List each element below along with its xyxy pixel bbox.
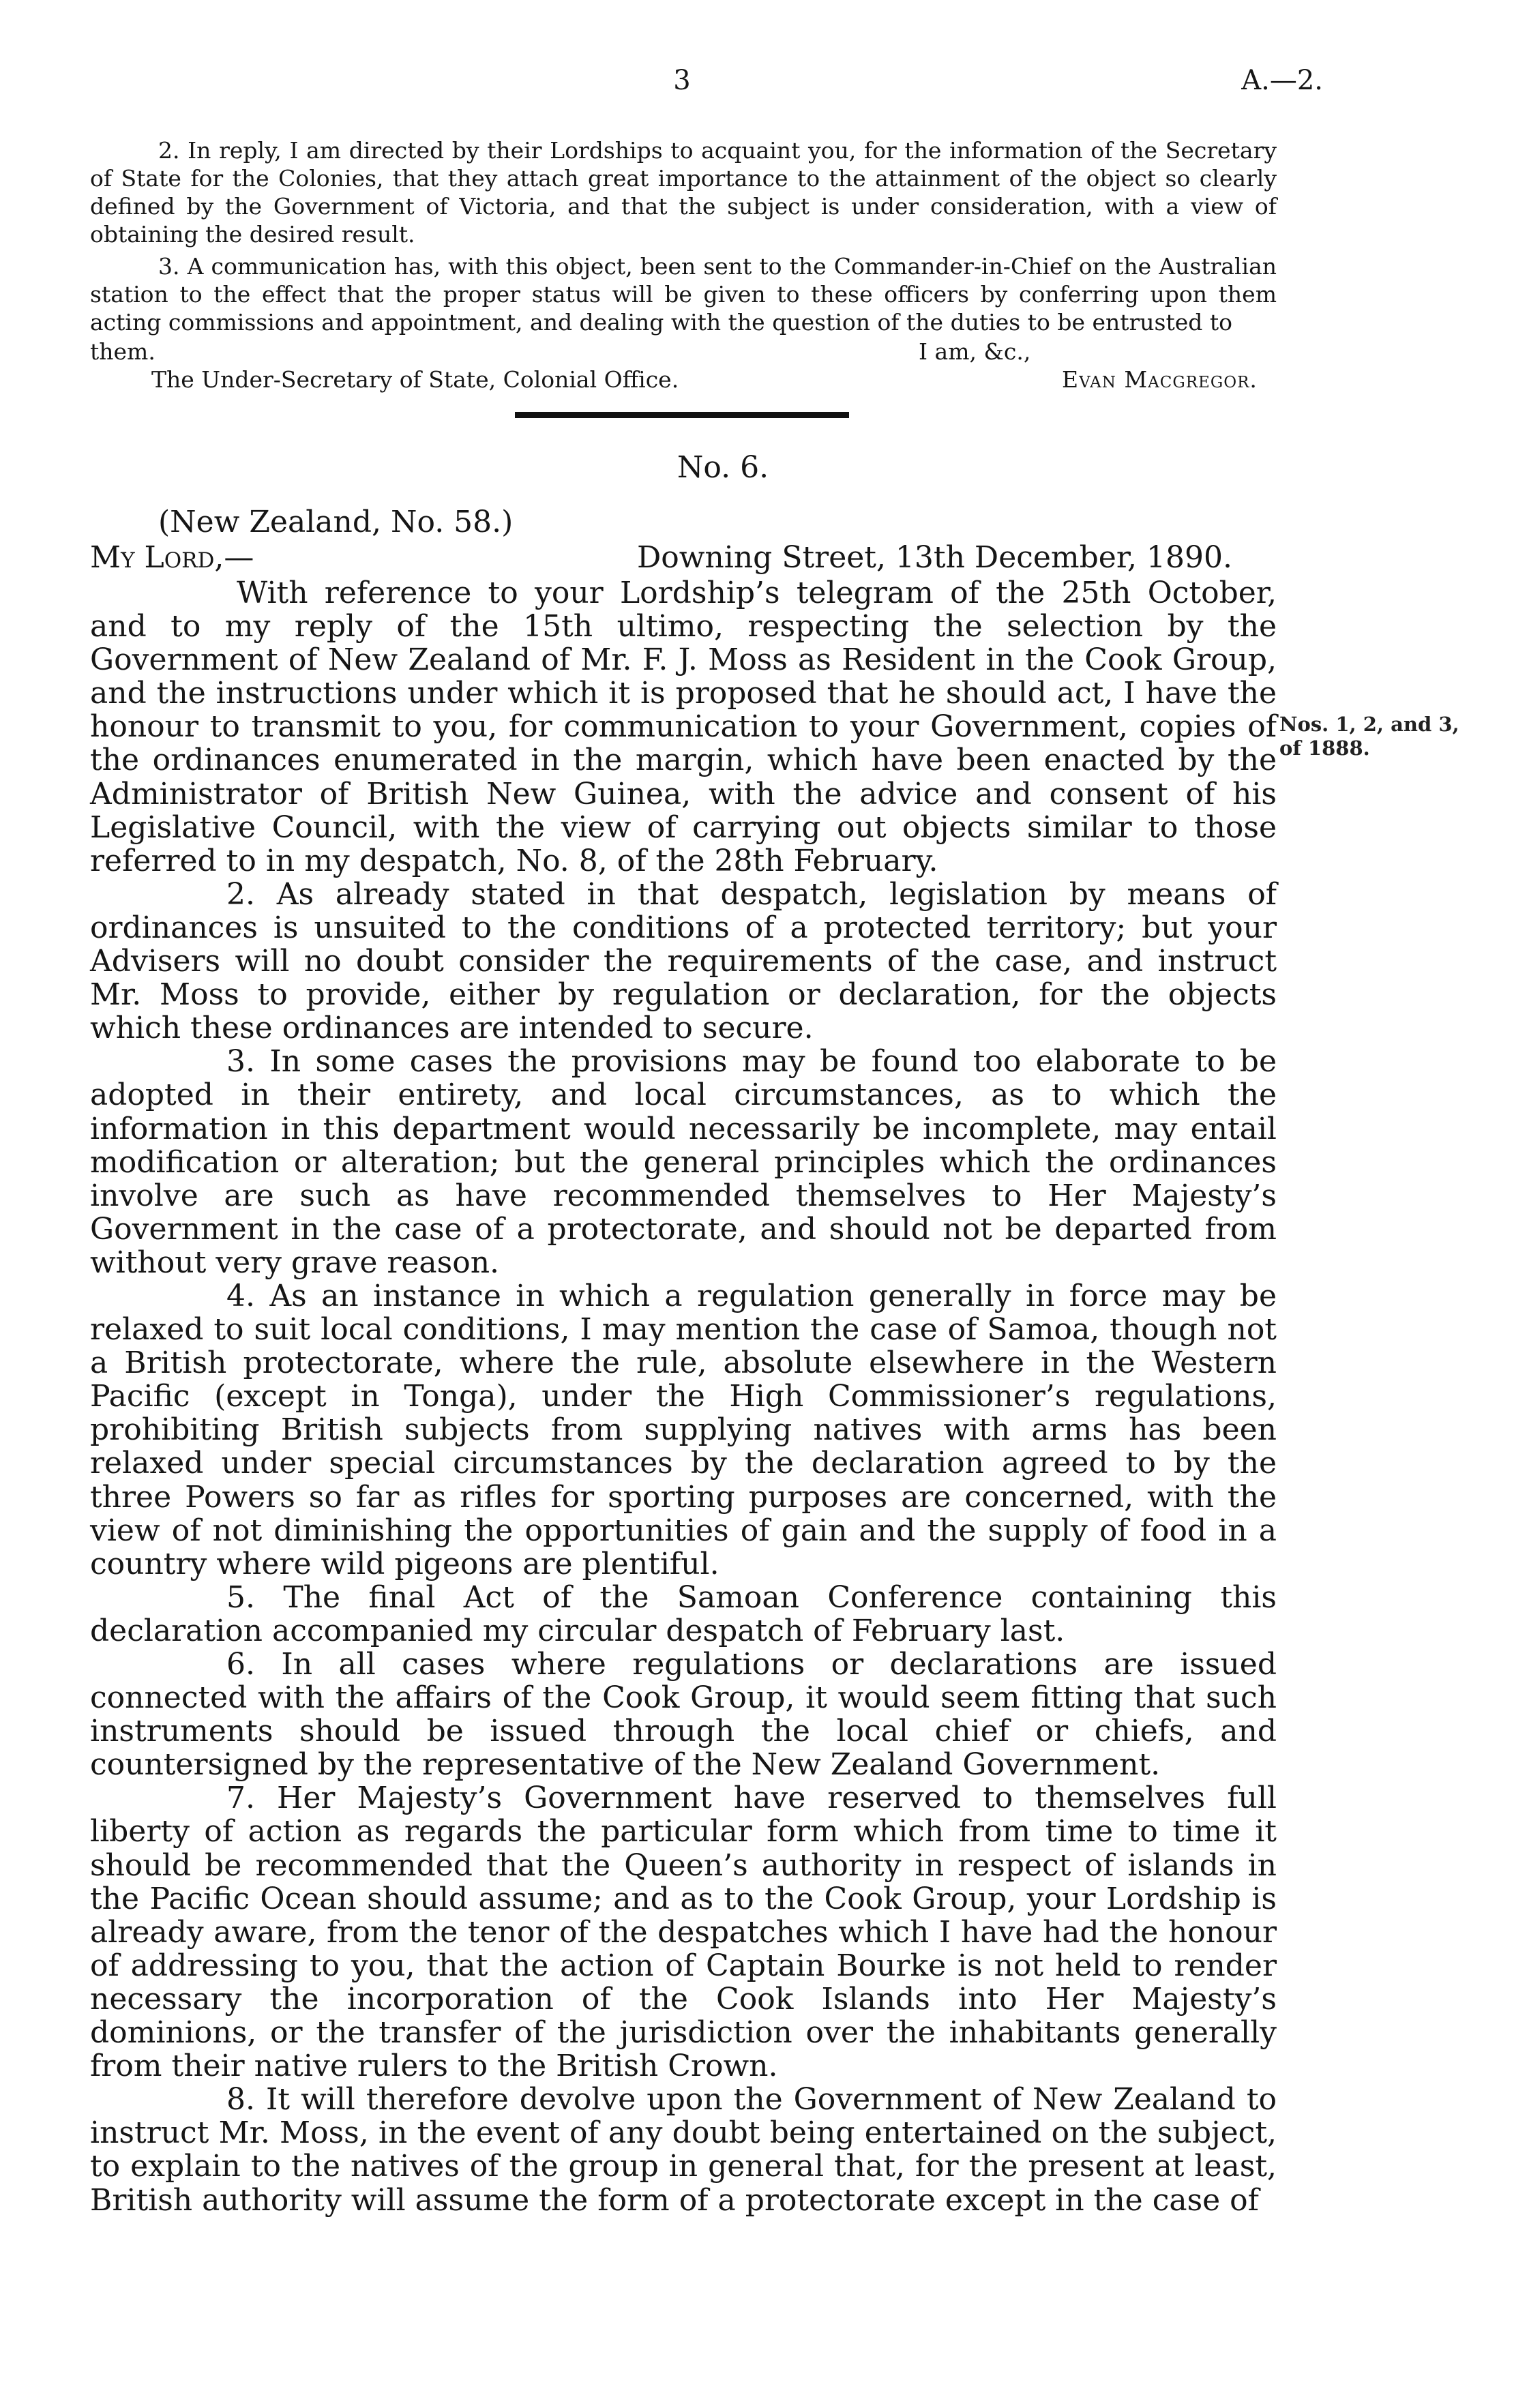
dispatch-reference: (New Zealand, No. 58.): [158, 505, 514, 539]
parliamentary-paper-ref: A.—2.: [1241, 65, 1323, 96]
place-and-date: Downing Street, 13th December, 1890.: [637, 540, 1232, 575]
dispatch-number: No. 6.: [677, 450, 769, 485]
letter-signature: Evan Macgregor.: [1062, 366, 1258, 393]
section-divider: [515, 412, 849, 418]
letter-closing: [90, 338, 1277, 393]
dispatch-paragraph-1: With reference to your Lordship’s telegram of the 25th October, and to my reply of the 15th ultimo, respecting the selection by the Government of New Zealand of Mr. F. J. Moss as Resident in the Cook Group, and the instructions under which it is proposed that he should act, I have the honour to transmit to you, for communication to your Government, copies of the ordinances enumerated in the margin, which have been enacted by the Administrator of British New Guinea, with the advice and consent of his Legislative Council, with the view of carrying out objects similar to those referred to in my despatch, No. 8, of the 28th February.: [90, 576, 1277, 878]
dispatch-paragraph-5: 5. The final Act of the Samoan Conference containing this declaration accompanied my circular despatch of February last.: [90, 1579, 1277, 1648]
letter-last-line: them.: [90, 338, 155, 365]
salutation-row: [90, 540, 1290, 578]
salutation-rest: y Lord,—: [121, 540, 254, 575]
letter-excerpt: [90, 136, 1277, 393]
letter-complimentary-close: I am, &c.,: [919, 338, 1031, 365]
page-header: [0, 65, 1514, 106]
dispatch-body: [90, 576, 1277, 2217]
margin-note: Nos. 1, 2, and 3, of 1888.: [1279, 713, 1459, 760]
dispatch-paragraph-8: 8. It will therefore devolve upon the Government of New Zealand to instruct Mr. Moss, in the event of any doubt being entertained on the subject, to explain to the natives of the group in general that, for the present at least, British authority will assume the form of a protectorate except in the case of: [90, 2082, 1277, 2218]
letter-paragraph-2: 2. In reply, I am directed by their Lordships to acquaint you, for the information of the Secretary of State for the Colonies, that they attach great importance to the attainment of the object so clearly defined by the Government of Victoria, and that the subject is under consideration, with a view of obtaining the desired result.: [90, 137, 1277, 248]
dispatch-paragraph-7: 7. Her Majesty’s Government have reserved to themselves full liberty of action as regards the particular form which from time to time it should be recommended that the Queen’s authority in respect of islands in the Pacific Ocean should assume; and as to the Cook Group, your Lordship is already aware, from the tenor of the despatches which I have had the honour of addressing to you, that the action of Captain Bourke is not held to render necessary the incorporation of the Cook Islands into Her Majesty’s dominions, or the transfer of the jurisdiction over the inhabitants generally from their native rulers to the British Crown.: [90, 1781, 1277, 2084]
page-number: 3: [673, 65, 691, 96]
dispatch-paragraph-6: 6. In all cases where regulations or declarations are issued connected with the affairs of the Cook Group, it would seem fitting that such instruments should be issued through the local chief or chiefs, and countersigned by the representative of the New Zealand Government.: [90, 1647, 1277, 1783]
letter-paragraph-3: 3. A communication has, with this object, been sent to the Commander-in-Chief on the Australian station to the effect that the proper status will be given to these officers by conferring upon them acting commissions and appointment, and dealing with the question of the duties to be entrusted to: [90, 253, 1277, 336]
salutation-initial: M: [90, 540, 121, 575]
dispatch-paragraph-3: 3. In some cases the provisions may be found too elaborate to be adopted in their entirety, and local circumstances, as to which the information in this department would necessarily be incomplete, may entail modification or alteration; but the general principles which the ordinances involve are such as have recommended themselves to Her Majesty’s Government in the case of a protectorate, and should not be departed from without very grave reason.: [90, 1044, 1277, 1280]
dispatch-paragraph-4: 4. As an instance in which a regulation generally in force may be relaxed to suit local conditions, I may mention the case of Samoa, though not a British protectorate, where the rule, absolute elsewhere in the Western Pacific (except in Tonga), under the High Commissioner’s regulations, prohibiting British subjects from supplying natives with arms has been relaxed under special circumstances by the declaration agreed to by the three Powers so far as rifles for sporting purposes are concerned, with the view of not diminishing the opportunities of gain and the supply of food in a country where wild pigeons are plentiful.: [90, 1278, 1277, 1581]
dispatch-paragraph-2: 2. As already stated in that despatch, legislation by means of ordinances is unsuited to the conditions of a protected territory; but your Advisers will no doubt consider the requirements of the case, and instruct Mr. Moss to provide, either by regulation or declaration, for the objects which these ordinances are intended to secure.: [90, 876, 1277, 1046]
letter-addressee: The Under-Secretary of State, Colonial Office.: [151, 366, 679, 393]
salutation: [90, 540, 254, 575]
